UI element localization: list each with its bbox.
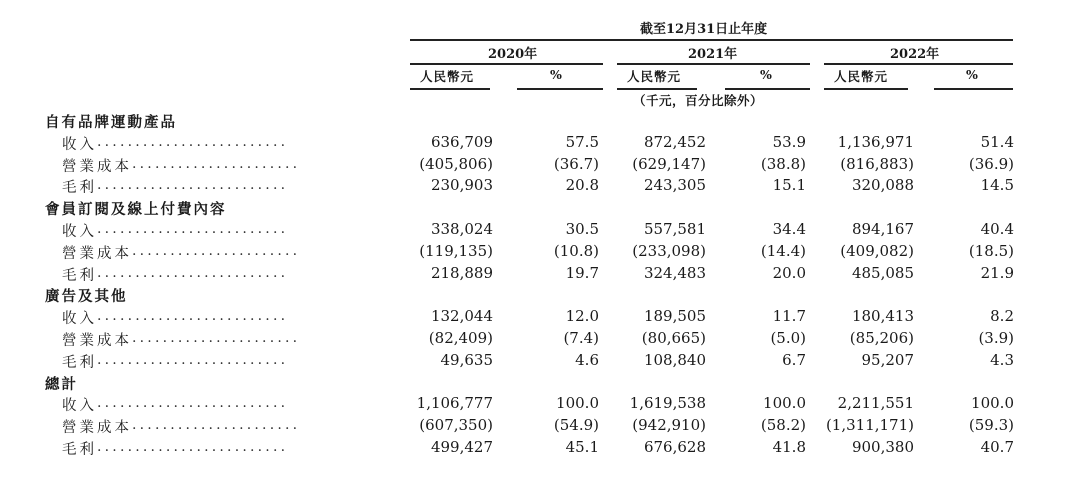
row-label: 毛利 <box>62 354 97 371</box>
cell-value: 53.9 <box>772 132 806 151</box>
cell-value: (816,883) <box>840 154 914 173</box>
year-2022-header: 2022年 <box>890 47 940 62</box>
cell-value: (1,311,171) <box>825 416 914 435</box>
cell-value: 324,483 <box>643 263 706 282</box>
cell-value: (942,910) <box>632 416 706 435</box>
cell-value: 132,044 <box>430 307 493 326</box>
row-label: 毛利 <box>62 442 97 458</box>
row-label: 毛利 <box>62 267 97 284</box>
cell-value: 49,635 <box>440 350 493 369</box>
leader-dots: ......................... <box>97 351 289 368</box>
leader-dots: ......................... <box>97 264 289 281</box>
year-2020-rule <box>410 63 603 65</box>
cell-value: 20.8 <box>565 176 599 195</box>
cell-value: 40.7 <box>980 438 1014 456</box>
cell-value: 4.6 <box>575 350 599 369</box>
cell-value: (80,665) <box>641 329 706 347</box>
leader-dots: ...................... <box>132 417 301 434</box>
year-2021-rule <box>617 63 810 65</box>
period-header: 截至12月31日止年度 <box>640 22 768 37</box>
cell-value: 189,505 <box>643 307 706 326</box>
cell-value: (10.8) <box>553 241 599 260</box>
year-2022-rule <box>824 63 1013 65</box>
col-currency-2020: 人民幣元 <box>420 69 475 84</box>
leader-dots: ......................... <box>97 221 289 237</box>
sub-rule <box>725 88 810 90</box>
cell-value: (58.2) <box>760 416 806 435</box>
sub-rule <box>824 88 908 90</box>
sub-rule <box>934 88 1013 90</box>
col-pct-2022: % <box>966 67 979 82</box>
cell-value: 108,840 <box>643 350 706 369</box>
cell-value: (18.5) <box>968 241 1014 260</box>
cell-value: 1,136,971 <box>837 132 914 151</box>
cell-value: 1,106,777 <box>416 394 493 413</box>
cell-value: 40.4 <box>980 220 1014 238</box>
leader-dots: ......................... <box>97 395 289 412</box>
cell-value: (409,082) <box>840 241 914 260</box>
cell-value: 15.1 <box>772 176 806 195</box>
cell-value: 1,619,538 <box>629 394 706 413</box>
leader-dots: ...................... <box>132 330 301 346</box>
cell-value: (3.9) <box>978 329 1014 347</box>
leader-dots: ......................... <box>97 439 289 455</box>
row-label: 收入 <box>62 311 97 328</box>
cell-value: 21.9 <box>980 263 1014 282</box>
cell-value: 230,903 <box>430 176 493 195</box>
leader-dots: ...................... <box>132 242 301 259</box>
row-label: 營業成本 <box>62 333 132 349</box>
cell-value: 30.5 <box>565 220 599 238</box>
section-title: 自有品牌運動產品 <box>45 114 177 131</box>
cell-value: 34.4 <box>772 220 806 238</box>
row-label: 收入 <box>62 136 97 153</box>
row-label: 收入 <box>62 398 97 415</box>
col-pct-2020: % <box>550 67 563 82</box>
cell-value: 320,088 <box>851 176 914 195</box>
cell-value: (82,409) <box>428 329 493 347</box>
leader-dots: ...................... <box>132 155 301 172</box>
col-pct-2021: % <box>760 67 773 82</box>
cell-value: 499,427 <box>430 438 493 456</box>
unit-note: （千元，百分比除外） <box>633 93 764 108</box>
cell-value: 557,581 <box>643 220 706 238</box>
cell-value: (119,135) <box>419 241 493 260</box>
cell-value: 636,709 <box>430 132 493 151</box>
cell-value: 20.0 <box>772 263 806 282</box>
leader-dots: ......................... <box>97 177 289 194</box>
row-label: 收入 <box>62 224 97 240</box>
section-title: 總計 <box>45 375 78 393</box>
cell-value: 900,380 <box>851 438 914 456</box>
cell-value: 57.5 <box>565 132 599 151</box>
cell-value: 676,628 <box>643 438 706 456</box>
cell-value: (233,098) <box>632 241 706 260</box>
sub-rule <box>517 88 603 90</box>
cell-value: 100.0 <box>763 394 806 413</box>
cell-value: 218,889 <box>430 263 493 282</box>
cell-value: (59.3) <box>968 416 1014 435</box>
cell-value: (14.4) <box>760 241 806 260</box>
cell-value: 6.7 <box>782 350 806 369</box>
header-rule-top <box>410 39 1013 41</box>
year-2021-header: 2021年 <box>688 47 738 62</box>
cell-value: 243,305 <box>643 176 706 195</box>
cell-value: (38.8) <box>760 154 806 173</box>
cell-value: 872,452 <box>643 132 706 151</box>
row-label: 毛利 <box>62 180 97 197</box>
cell-value: (7.4) <box>563 329 599 347</box>
cell-value: (629,147) <box>632 154 706 173</box>
section-title: 會員訂閱及線上付費內容 <box>45 201 227 219</box>
cell-value: 8.2 <box>990 307 1014 326</box>
cell-value: 14.5 <box>980 176 1014 195</box>
cell-value: (36.9) <box>968 154 1014 173</box>
row-label: 營業成本 <box>62 245 132 262</box>
cell-value: 4.3 <box>990 350 1014 369</box>
row-label: 營業成本 <box>62 420 132 437</box>
cell-value: 19.7 <box>565 263 599 282</box>
sub-rule <box>410 88 490 90</box>
cell-value: 2,211,551 <box>837 394 914 413</box>
cell-value: 338,024 <box>430 220 493 238</box>
row-label: 營業成本 <box>62 158 132 175</box>
cell-value: 41.8 <box>772 438 806 456</box>
cell-value: 100.0 <box>971 394 1014 413</box>
section-title: 廣告及其他 <box>45 288 128 306</box>
cell-value: (607,350) <box>419 416 493 435</box>
cell-value: (405,806) <box>419 154 493 173</box>
col-currency-2021: 人民幣元 <box>627 69 682 84</box>
cell-value: (85,206) <box>849 329 914 347</box>
cell-value: 45.1 <box>565 438 599 456</box>
cell-value: 51.4 <box>980 132 1014 151</box>
cell-value: 894,167 <box>851 220 914 238</box>
cell-value: 11.7 <box>772 307 806 326</box>
sub-rule <box>617 88 697 90</box>
cell-value: 180,413 <box>851 307 914 326</box>
cell-value: 485,085 <box>851 263 914 282</box>
cell-value: (54.9) <box>553 416 599 435</box>
year-2020-header: 2020年 <box>488 47 538 62</box>
cell-value: (36.7) <box>553 154 599 173</box>
cell-value: 95,207 <box>861 350 914 369</box>
cell-value: 12.0 <box>565 307 599 326</box>
leader-dots: ......................... <box>97 133 289 150</box>
col-currency-2022: 人民幣元 <box>834 69 889 84</box>
cell-value: 100.0 <box>556 394 599 413</box>
leader-dots: ......................... <box>97 308 289 325</box>
cell-value: (5.0) <box>770 329 806 347</box>
